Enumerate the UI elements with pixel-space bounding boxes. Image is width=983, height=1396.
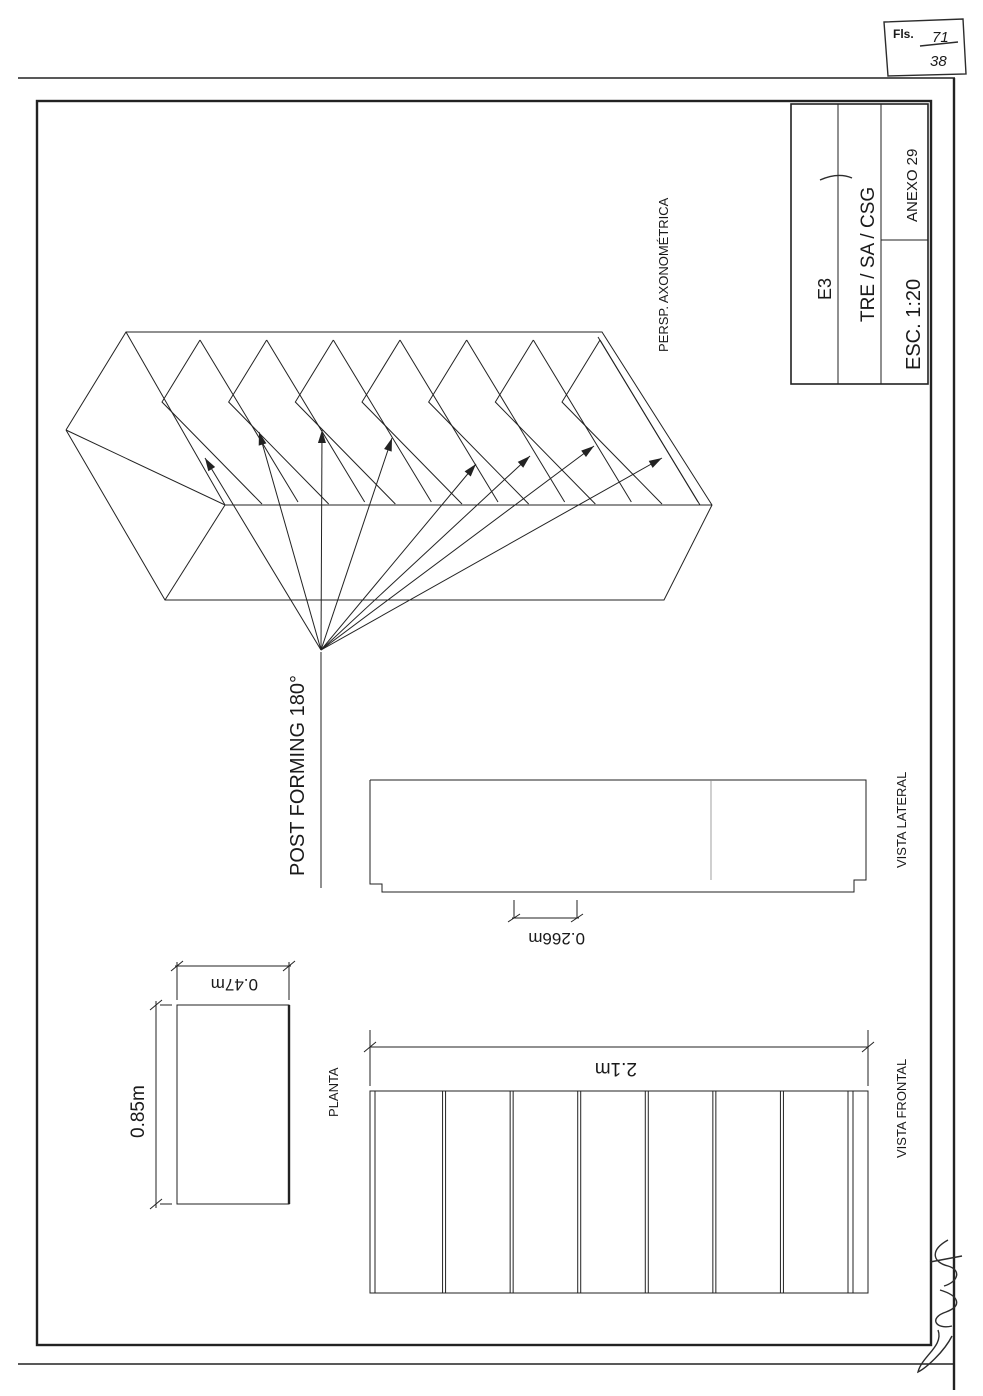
frontal-compartments: [443, 1091, 784, 1293]
stamp-page-top: 71: [932, 29, 949, 46]
axonometric-divider: [562, 340, 662, 504]
plan-depth-dimension: 0.85m: [128, 1085, 149, 1138]
axonometric-divider-edge: [400, 340, 498, 502]
axonometric-label: PERSP. AXONOMÉTRICA: [656, 197, 671, 352]
axonometric-divider-edge: [333, 340, 431, 502]
page-stamp: [884, 19, 966, 76]
lateral-height-dimension: 0.266m: [528, 929, 585, 948]
axonometric-divider-edge: [467, 340, 565, 502]
title-organization: TRE / SA / CSG: [858, 186, 879, 322]
post-forming-arrow: [321, 438, 392, 650]
frontal-length-dimension: 2.1m: [594, 1058, 637, 1079]
post-forming-arrow: [321, 464, 476, 650]
axonometric-dividers: [162, 340, 698, 504]
stamp-label: Fls.: [893, 27, 914, 41]
axonometric-divider-edge: [267, 340, 365, 502]
arrow-head: [465, 464, 476, 477]
arrow-head: [649, 458, 662, 468]
axonometric-divider: [295, 340, 395, 504]
post-forming-arrow: [321, 446, 594, 650]
arrow-head: [384, 438, 392, 452]
post-forming-label: POST FORMING 180°: [287, 674, 309, 876]
sheet-frame: [18, 78, 955, 1390]
post-forming-callout: [287, 652, 321, 888]
title-scale: ESC. 1:20: [903, 278, 925, 370]
plan-width-dimension: 0.47m: [210, 975, 258, 994]
axonometric-divider: [429, 340, 529, 504]
post-forming-arrow: [205, 458, 321, 650]
title-annex: ANEXO 29: [904, 148, 921, 222]
lateral-view-label: VISTA LATERAL: [894, 771, 909, 868]
post-forming-arrows: [205, 430, 662, 650]
axonometric-divider: [495, 340, 595, 504]
axonometric-divider: [229, 340, 329, 504]
axonometric-divider-edge: [600, 340, 698, 502]
post-forming-arrow: [321, 458, 662, 650]
axonometric-divider: [362, 340, 462, 504]
plan-view: [128, 961, 341, 1209]
axonometric-divider-edge: [200, 340, 298, 502]
post-forming-arrow: [321, 456, 530, 650]
title-code: E3: [815, 277, 835, 300]
axonometric-divider-edge: [533, 340, 631, 502]
stamp-page-bottom: 38: [930, 53, 947, 70]
frontal-view: [364, 1030, 909, 1293]
title-block: [791, 104, 928, 384]
lateral-view: [370, 772, 909, 948]
arrow-head: [205, 458, 215, 471]
signature: [918, 1240, 962, 1372]
post-forming-arrow: [321, 430, 322, 650]
plan-label: PLANTA: [326, 1067, 341, 1117]
arrow-head: [581, 446, 594, 457]
frontal-view-label: VISTA FRONTAL: [894, 1058, 909, 1158]
axonometric-view: [66, 197, 712, 650]
